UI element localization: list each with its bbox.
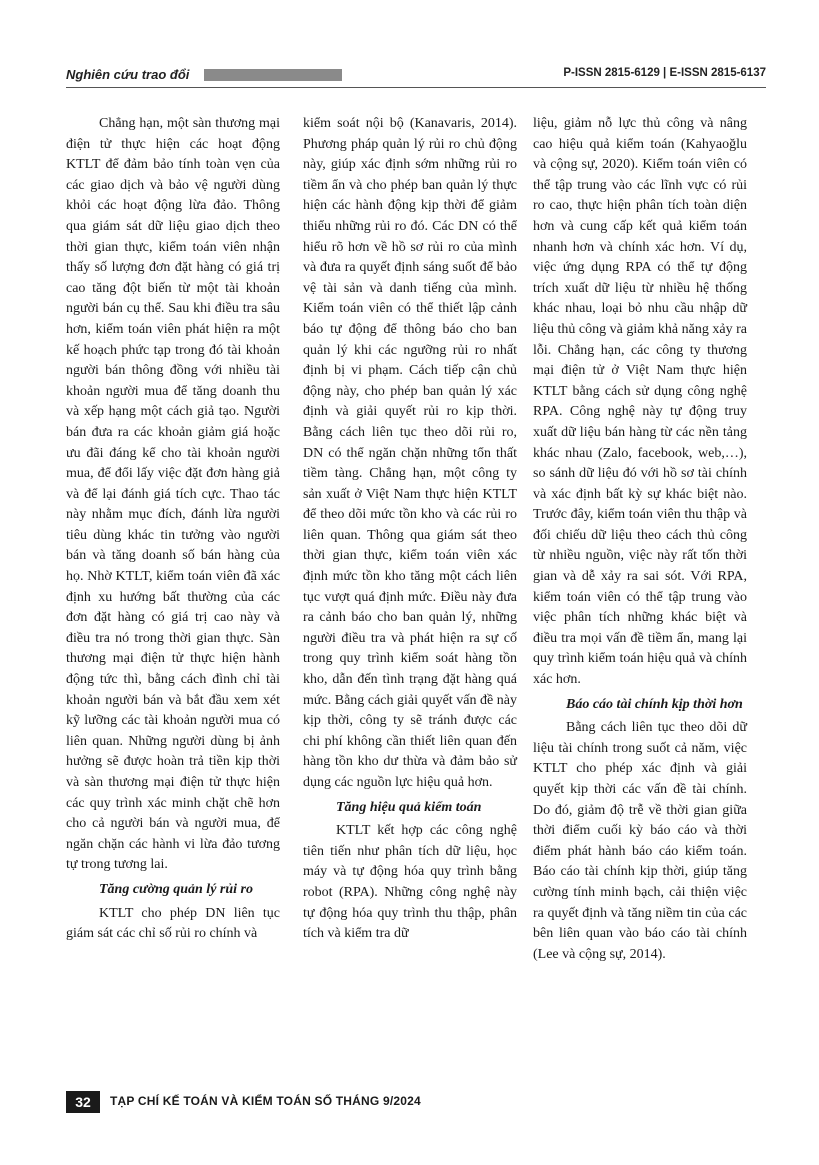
body-paragraph: KTLT kết hợp các công nghệ tiên tiến như phân tích dữ liệu, học máy và tự động hóa quy trình bằng robot (RPA). Những công nghệ này tự động hóa quy trình thu thập, phân tích và kiểm tra dữ: [303, 823, 517, 942]
body-paragraph: liệu, giảm nỗ lực thủ công và nâng cao hiệu quả kiểm toán (Kahyaoğlu và cộng sự, 2020). Kiểm toán viên có thể tập trung vào các lĩnh vực có rủi ro cao, thực hiện phân tích toàn diện hơn và cung cấp kết quả kiểm toán nhanh hơn và chính xác hơn. Ví dụ, việc ứng dụng RPA có thể tự động trích xuất dữ liệu từ nhiều hệ thống khác nhau, loại bỏ nhu cầu nhập dữ liệu thủ công và giảm khả năng xảy ra lỗi. Chẳng hạn, các công ty thương mại điện tử ở Việt Nam thực hiện KTLT bằng cách sử dụng công nghệ RPA. Công nghệ này tự động truy xuất dữ liệu bán hàng từ các nền tảng khác nhau (Zalo, facebook, web,…), so sánh dữ liệu đó với hồ sơ tài chính và xác định bất kỳ sự khác biệt nào. Trước đây, kiểm toán viên thu thập và đối chiếu dữ liệu theo cách thủ công từ nhiều nguồn, việc này rất tốn thời gian và dễ xảy ra sai sót. Với RPA, kiểm toán viên có thể tập trung vào việc phân tích những khác biệt và điều tra mọi vấn đề tiềm ẩn, mang lại quy trình kiểm toán hiệu quả và chính xác hơn.: [533, 116, 747, 688]
section-heading: Báo cáo tài chính kịp thời hơn: [566, 696, 743, 712]
text-column-1: [66, 114, 280, 945]
body-paragraph: Bằng cách liên tục theo dõi dữ liệu tài chính trong suốt cả năm, việc KTLT cho phép xác định và giải quyết kịp thời các vấn đề tài chính. Do đó, giảm độ trễ về thời gian giữa thời điểm cuối kỳ báo cáo và thời điểm phát hành báo cáo kiểm toán. Báo cáo tài chính kịp thời, giúp tăng cường tính minh bạch, cải thiện việc ra quyết định và tăng niềm tin của các bên liên quan vào báo cáo tài chính (Lee và cộng sự, 2014).: [533, 720, 747, 962]
section-heading: Tăng cường quản lý rủi ro: [99, 881, 253, 897]
section-heading: Tăng hiệu quả kiểm toán: [336, 799, 482, 815]
issn-label: P-ISSN 2815-6129 | E-ISSN 2815-6137: [563, 67, 766, 79]
page-footer: [66, 1091, 766, 1113]
text-column-3: [533, 114, 747, 965]
journal-title: TẠP CHÍ KẾ TOÁN VÀ KIỂM TOÁN SỐ THÁNG 9/2024: [110, 1094, 421, 1108]
body-paragraph: KTLT cho phép DN liên tục giám sát các chỉ số rủi ro chính và: [66, 905, 280, 942]
header-divider: [66, 87, 766, 88]
text-column-2: [303, 114, 517, 945]
body-paragraph: kiểm soát nội bộ (Kanavaris, 2014). Phương pháp quản lý rủi ro chủ động này, giúp xác định sớm những rủi ro tiềm ẩn và cho phép ban quản lý thực hiện các hành động kịp thời để giảm thiểu những rủi ro đó. Các DN có thể hiểu rõ hơn về hồ sơ rủi ro của mình và đưa ra quyết định sáng suốt để bảo vệ tài sản và danh tiếng của mình. Kiểm toán viên có thể thiết lập cảnh báo tự động để thông báo cho ban quản lý khi các ngưỡng rủi ro nhất định bị vi phạm. Cách tiếp cận chủ động này, cho phép ban quản lý xác định và giải quyết rủi ro kịp thời. Bằng cách liên tục theo dõi rủi ro, DN có thể ngăn chặn những tổn thất tiềm tàng. Chẳng hạn, một công ty sản xuất ở Việt Nam thực hiện KTLT để theo dõi mức tồn kho và các rủi ro liên quan. Thông qua giám sát theo thời gian thực, kiểm toán viên xác định mức tồn kho tăng một cách liên tục vượt quá định mức. Điều này đưa ra cảnh báo cho ban quản lý, những người điều tra và phát hiện ra sự cố trong quy trình kiểm soát hàng tồn kho, dẫn đến tình trạng đặt hàng quá mức. Bằng cách giải quyết vấn đề này kịp thời, công ty sẽ tránh được các chi phí không cần thiết liên quan đến hàng tồn kho dư thừa và đảm bảo sử dụng các nguồn lực hiệu quả hơn.: [303, 116, 517, 790]
section-label: Nghiên cứu trao đổi: [66, 67, 190, 82]
page-header: [66, 60, 766, 90]
page-number: 32: [66, 1091, 100, 1113]
header-gray-bar: [204, 69, 342, 81]
body-paragraph: Chẳng hạn, một sàn thương mại điện tử thực hiện các hoạt động KTLT để đảm bảo tính toàn vẹn của các giao dịch và bảo vệ người dùng khỏi các hoạt động lừa đảo. Thông qua giám sát dữ liệu giao dịch theo thời gian thực, kiểm toán viên nhận thấy số lượng đơn đặt hàng có giá trị cao tăng đột biến từ một tài khoản người bán cụ thể. Sau khi điều tra sâu hơn, kiểm toán viên phát hiện ra một kế hoạch phức tạp trong đó tài khoản người bán thông đồng với nhiều tài khoản người mua để tăng doanh thu và xếp hạng một cách giả tạo. Người bán đưa ra các khoản giảm giá hoặc ưu đãi đáng kể cho tài khoản người mua, để đổi lấy việc đặt đơn hàng giả và để lại đánh giá tích cực. Thao tác này nhằm mục đích, đánh lừa người tiêu dùng khác tin tưởng vào người bán và tăng doanh số bán hàng của họ. Nhờ KTLT, kiểm toán viên đã xác định xu hướng bất thường của các đơn đặt hàng có giá trị cao này và điều tra nó trong thời gian thực. Sàn thương mại điện tử thực hiện hành động tức thì, bằng cách đình chỉ tài khoản người bán và bắt đầu xem xét kỹ lưỡng các tài khoản người mua có liên quan. Những người dùng bị ảnh hưởng sẽ được hoàn trả tiền kịp thời và sàn thương mại điện tử thực hiện các quy trình xác minh chặt chẽ hơn cho cả người bán và người mua, để ngăn chặn các hành vi lừa đảo tương tự trong tương lai.: [66, 116, 280, 873]
